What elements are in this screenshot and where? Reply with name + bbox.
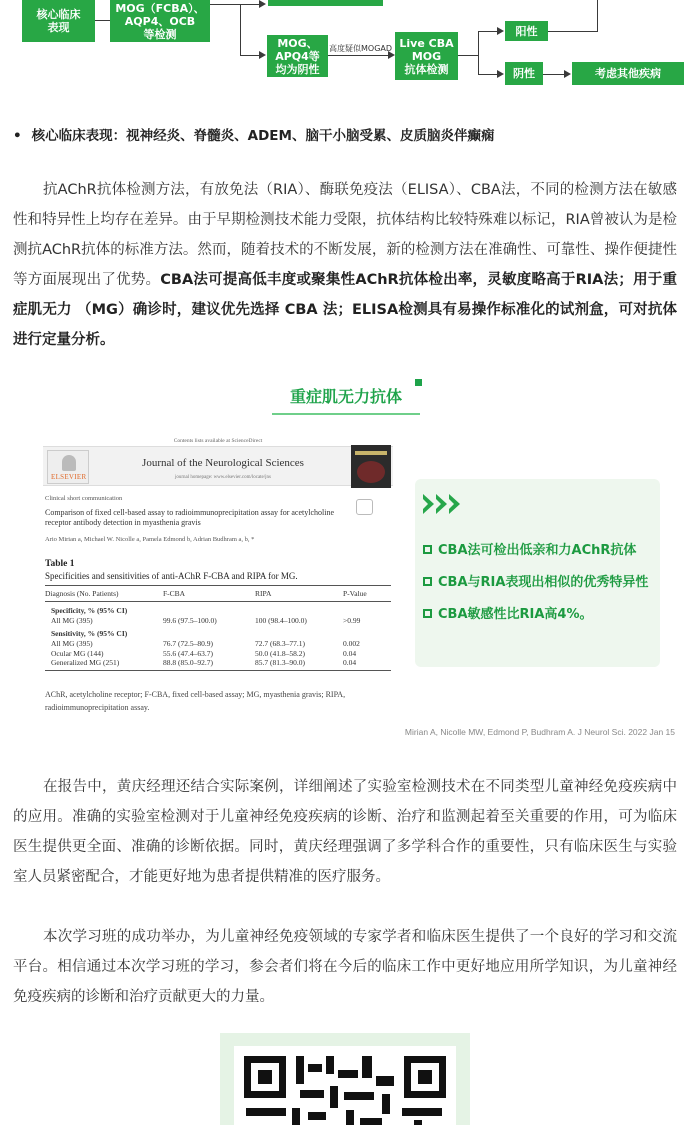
journal-cover-icon (351, 445, 391, 488)
qr-module (346, 1110, 354, 1125)
square-bullet-icon (423, 577, 432, 586)
table-cell: Generalized MG (251) (45, 658, 163, 671)
table-header-cell: P-Value (343, 586, 391, 602)
table-cell: 85.7 (81.3–90.0) (255, 658, 343, 671)
flow-other-disease-box: 考虑其他疾病 (572, 62, 684, 85)
qr-module (360, 1118, 382, 1125)
flow-connector (240, 55, 260, 56)
table-cell: >0.99 (343, 615, 361, 625)
crossmark-icon (356, 499, 373, 515)
flow-connector (95, 20, 110, 21)
flow-arrow (497, 27, 504, 35)
table-header-cell: RIPA (255, 586, 343, 602)
qr-module (292, 1108, 300, 1125)
flow-arrow (564, 70, 571, 78)
flow-connector (458, 55, 478, 56)
qr-module (414, 1120, 422, 1125)
qr-module (308, 1112, 326, 1120)
table-cell: 99.6 (97.5–100.0) (163, 615, 217, 625)
table-title: Table 1 (45, 559, 75, 569)
tree-icon (62, 455, 76, 471)
qr-finder-pattern (244, 1056, 286, 1098)
section-title-underline (272, 413, 420, 415)
table-row (45, 658, 391, 671)
bullet-text: 核心临床表现：视神经炎、脊髓炎、ADEM、脑干小脑受累、皮质脑炎伴癫痫 (31, 128, 495, 144)
table-group-label: Sensitivity, % (95% CI) (51, 629, 128, 638)
qr-module (362, 1056, 372, 1078)
flow-live-cba-box: Live CBA MOG 抗体检测 (395, 32, 458, 80)
table-row (45, 615, 391, 625)
sensitivity-table (45, 585, 391, 671)
closing-paragraph: 本次学习班的成功举办，为儿童神经免疫领域的专家学者和临床医生提供了一个良好的学习和交流平台。相信通过本次学习班的学习，参会者们将在今后的临床工作中更好地应用所学知识，为儿童神经免疫疾病的诊断和治疗贡献更大的力量。 (13, 929, 677, 1005)
summary-item-text: CBA法可检出低亲和力AChR抗体 (438, 543, 637, 558)
citation-text: Mirian A, Nicolle MW, Edmond P, Budhram A. J Neurol Sci. 2022 Jan 15 (404, 727, 675, 737)
flow-arrow (259, 51, 266, 59)
triple-chevron-icon (423, 494, 462, 514)
flow-connector (210, 4, 260, 5)
section-title-mg-antibody (272, 381, 420, 415)
table-cell: 0.04 (343, 658, 391, 671)
diagnostic-flowchart (0, 0, 690, 95)
qr-module (296, 1056, 304, 1084)
journal-excerpt-image (43, 433, 393, 723)
qr-module (246, 1108, 286, 1116)
qr-module (344, 1092, 374, 1100)
table-cell: 0.002 (343, 638, 360, 648)
qr-module (402, 1108, 442, 1116)
journal-banner (43, 446, 393, 486)
flow-connector (478, 31, 498, 32)
table-cell: 55.6 (47.4–63.7) (163, 648, 213, 658)
table-group-row (45, 625, 391, 638)
flow-connector (548, 31, 598, 32)
square-bullet-icon (423, 609, 432, 618)
square-bullet-icon (423, 545, 432, 554)
para1-normal-text: 抗AChR抗体检测方法，有放免法（RIA）、酶联免疫法（ELISA）、CBA法，不同的检测方法在敏感性和特异性上均存在差异。由于早期检测技术能力受限，抗体结构比较特殊难以标记，RIA曾被认为是检测抗AChR抗体的标准方法。然而，随着技术的不断发展，新的检测方法在准确性、可靠性、操作便捷性等方面展现出了优势。 (13, 182, 677, 288)
flow-top-right-box (268, 0, 383, 6)
elsevier-logo-icon (47, 450, 89, 484)
summary-item (423, 539, 636, 558)
flow-negative-box: MOG、 APQ4等 均为阴性 (267, 35, 328, 77)
qr-module (326, 1056, 334, 1074)
section-title-text: 重症肌无力抗体 (289, 387, 402, 406)
journal-name: Journal of the Neurological Sciences (142, 457, 304, 469)
flow-connector (240, 4, 241, 55)
qr-module (382, 1094, 390, 1114)
table-cell: 100 (98.4–100.0) (255, 615, 307, 625)
qr-code-frame (220, 1033, 470, 1125)
article-authors: Ario Mirian a, Michael W. Nicolle a, Pamela Edmond b, Adrian Budhram a, b, * (45, 536, 255, 543)
table-cell: Ocular MG (144) (51, 648, 104, 658)
flow-connector (543, 74, 565, 75)
table-group-row (45, 602, 391, 616)
summary-card (415, 479, 660, 667)
table-group-label: Specificity, % (95% CI) (51, 606, 128, 615)
table-cell: All MG (395) (51, 615, 93, 625)
table-cell: 72.7 (68.3–77.1) (255, 638, 305, 648)
table-header-cell: Diagnosis (No. Patients) (45, 586, 163, 602)
flow-connector (597, 0, 598, 12)
flow-connector (478, 31, 479, 74)
article-type: Clinical short communication (45, 495, 123, 502)
table-row (45, 648, 391, 658)
qr-module (308, 1064, 322, 1072)
flow-connector (597, 12, 598, 32)
table-cell: 88.8 (85.0–92.7) (163, 658, 255, 671)
table-cell: 50.0 (41.8–58.2) (255, 648, 305, 658)
journal-homepage: journal homepage: www.elsevier.com/locate/jns (174, 475, 272, 480)
article-title: Comparison of fixed cell-based assay to radioimmunoprecipitation assay for acetylcholine receptor antibody detection in myasthenia gravis (45, 508, 335, 527)
flow-mog-test-box: MOG（FCBA）、 AQP4、OCB 等检测 (110, 0, 210, 42)
qr-code-icon[interactable] (234, 1046, 456, 1125)
para1-bold-text: CBA法可提高低丰度或聚集性AChR抗体检出率，灵敏度略高于RIA法；用于重症肌无力 （MG）确诊时，建议优先选择 CBA 法；ELISA检测具有易操作标准化的试剂盒，可对抗体进行定量分析。 (13, 272, 678, 348)
summary-item-text: CBA与RIA表现出相似的优秀特异性 (438, 575, 649, 590)
flow-core-clinical-box: 核心临床 表现 (22, 0, 95, 42)
qr-module (376, 1076, 394, 1086)
flow-arrow (259, 0, 266, 8)
table-subtitle: Specificities and sensitivities of anti-AChR F-CBA and RIPA for MG. (45, 571, 298, 581)
journal-contents-line: Contents lists available at ScienceDirect (173, 438, 263, 444)
table-cell: All MG (395) (51, 638, 93, 648)
qr-module (330, 1086, 338, 1108)
qr-module (300, 1090, 324, 1098)
report-paragraph: 在报告中，黄庆经理还结合实际案例，详细阐述了实验室检测技术在不同类型儿童神经免疫疾病中的应用。准确的实验室检测对于儿童神经免疫疾病的诊断、治疗和监测起着至关重要的作用，可为临床医生提供更全面、准确的诊断依据。同时，黄庆经理强调了多学科合作的重要性，只有临床医生与实验室人员紧密配合，才能更好地为患者提供精准的医疗服务。 (13, 779, 677, 885)
table-header-cell: F-CBA (163, 586, 255, 602)
flow-connector (478, 74, 498, 75)
flow-connector (328, 55, 388, 56)
table-header-row (45, 586, 391, 602)
publisher-name: ELSEVIER (51, 473, 87, 481)
table-row (45, 638, 391, 648)
core-symptoms-bullet (13, 124, 494, 144)
bullet-marker: • (13, 128, 22, 144)
table-cell: 0.04 (343, 648, 357, 658)
flow-positive-box: 阳性 (505, 21, 548, 41)
table-cell: 76.7 (72.5–80.9) (163, 638, 213, 648)
flow-negative-result-box: 阴性 (505, 62, 543, 85)
summary-item (423, 603, 593, 622)
achr-methods-paragraph (13, 175, 677, 355)
flow-edge-label: 高度疑似MOGAD (329, 44, 393, 53)
flow-arrow (497, 70, 504, 78)
summary-item-text: CBA敏感性比RIA高4%。 (438, 607, 593, 622)
table-footnote: AChR, acetylcholine receptor; F-CBA, fixed cell-based assay; MG, myasthenia gravis; RIPA, radioimmunoprecipitation assay. (45, 690, 346, 712)
qr-finder-pattern (404, 1056, 446, 1098)
summary-item (423, 571, 648, 590)
section-title-square-icon (415, 379, 422, 386)
qr-module (338, 1070, 358, 1078)
